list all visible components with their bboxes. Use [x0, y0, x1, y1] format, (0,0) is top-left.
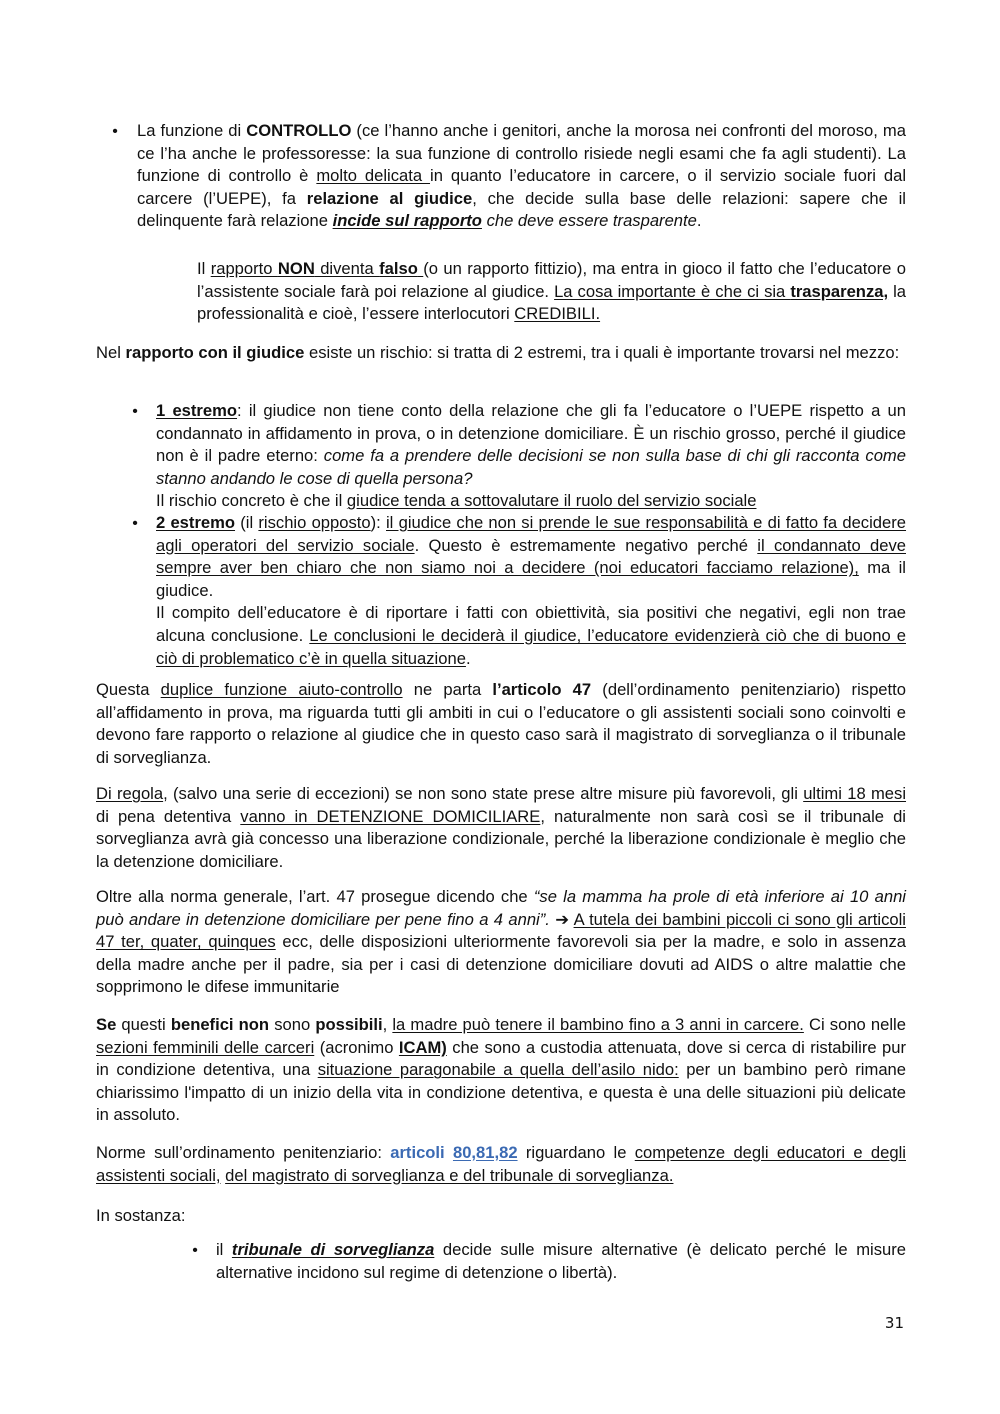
paragraph-benefici: Se questi benefici non sono possibili, la madre può tenere il bambino fino a 3 anni in carcere. Ci sono nelle sezioni femminili delle carceri (acronimo ICAM) che sono a custodia attenuata, dove si cerca di ristabilire pur in condizione detentiva, una situazione paragonabile a quella dell’asilo nido: per un bambino però rimane chiarissimo l'impatto di un inizio della vita in condizione detentiva, e questa è una delle situazioni più delicate in assoluto. — [96, 1015, 907, 1125]
term-2-estremo: 2 estremo — [156, 513, 236, 532]
paragraph-tribunale: il tribunale di sorveglianza decide sulle misure alternative (è delicato perché le misure alternative incidono sul regime di detenzione o libertà). — [216, 1240, 906, 1282]
term-relazione-giudice: relazione al giudice — [306, 188, 473, 208]
paragraph-in-sostanza: In sostanza: — [96, 1206, 186, 1225]
bullet-controllo: • — [112, 123, 118, 140]
paragraph-estremo-2: 2 estremo (il rischio opposto): il giudice che non si prende le sue responsabilità e di fatto fa decidere agli operatori del servizio sociale. Questo è estremamente negativo perché il condannato deve sempre aver ben chiaro che non siamo noi a decidere (noi educatori facciamo relazione), ma il giudice. Il compito dell’educatore è di riportare i fatti con obiettività, sia positivi che negativi, egli non trae alcuna conclusione. Le conclusioni le deciderà il giudice, l’educatore evidenzierà ciò che di buono e ciò di problematico c’è in quella situazione. — [156, 513, 907, 668]
term-1-estremo: 1 estremo — [156, 401, 238, 420]
page-number: 31 — [884, 1314, 904, 1332]
paragraph-controllo: La funzione di CONTROLLO (ce l’hanno anche i genitori, anche la morosa nei confronti del moroso, ma ce l’ha anche le professoresse: la sua funzione di controllo risiede negli esami che fa agli studenti). La funzione di controllo è molto delicata in quanto l’educatore in carcere, o il servizio sociale fuori dal carcere (l’UEPE), fa relazione al giudice, che decide sulla base delle relazioni: sapere che il delinquente farà relazione incide sul rapporto che deve essere trasparente. — [137, 121, 907, 231]
term-controllo: CONTROLLO — [246, 121, 352, 140]
paragraph-articolo-47: Questa duplice funzione aiuto-controllo ne parta l’articolo 47 (dell’ordinamento penitenziario) rispetto all’affidamento in prova, ma riguarda tutti gli ambiti in cui o l’educatore o gli assistenti sociali sono coinvolti e devono fare rapporto o relazione al giudice che in questo caso sarà il magistrato di sorveglianza o il tribunale di sorveglianza. — [96, 680, 906, 767]
bullet-estremo-2: • — [132, 515, 138, 532]
paragraph-estremo-1: 1 estremo: il giudice non tiene conto della relazione che gli fa l’educatore o l’UEPE rispetto a un condannato in affidamento in prova, o in detenzione domiciliare. È un rischio grosso, perché il giudice non è il padre eterno: come fa a prendere delle decisioni se non sulla base di chi gli racconta come stanno andando le cose di quella persona? Il rischio concreto è che il giudice tenda a sottovalutare il ruolo del servizio sociale — [156, 401, 906, 511]
bullet-estremo-1: • — [132, 403, 138, 420]
paragraph-rapporto-non-falso: Il rapporto NON diventa falso (o un rapporto fittizio), ma entra in gioco il fatto che l’educatore o l’assistente sociale farà poi relazione al giudice. La cosa importante è che ci sia trasparenza, la professionalità e cioè, l’essere interlocutori CREDIBILI. — [197, 259, 907, 324]
link-articoli-80-81-82[interactable]: 80,81,82 — [452, 1143, 518, 1162]
term-incide-rapporto: incide sul rapporto — [332, 211, 482, 231]
paragraph-rapporto-giudice: Nel rapporto con il giudice esiste un rischio: si tratta di 2 estremi, tra i quali è importante trovarsi nel mezzo: — [96, 343, 900, 362]
paragraph-di-regola: Di regola, (salvo una serie di eccezioni) se non sono state prese altre misure più favorevoli, gli ultimi 18 mesi di pena detentiva vanno in DETENZIONE DOMICILIARE, naturalmente non sarà così se il tribunale di sorveglianza avrà già concesso una liberazione condizionale, perché la liberazione condizionale è meglio che la detenzione domiciliare. — [96, 784, 907, 871]
bullet-tribunale: • — [192, 1242, 198, 1259]
arrow-icon: ➔ — [549, 909, 574, 929]
paragraph-norma-generale: Oltre alla norma generale, l’art. 47 prosegue dicendo che “se la mamma ha prole di età inferiore ai 10 anni può andare in detenzione domiciliare per pene fino a 4 anni”. ➔ A tutela dei bambini piccoli ci sono gli articoli 47 ter, quater, quinques ecc, delle disposizioni ulteriormente favorevoli sia per la madre, e solo in assenza della madre anche per il padre, sia per i casi di detenzione domiciliare dovuti ad AIDS o altre malattie che sopprimono le difese immunitarie — [96, 887, 906, 997]
paragraph-norme-ordinamento: Norme sull’ordinamento penitenziario: articoli 80,81,82 riguardano le competenze degli educatori e degli assistenti sociali, del magistrato di sorveglianza e del tribunale di sorveglianza. — [96, 1143, 906, 1185]
